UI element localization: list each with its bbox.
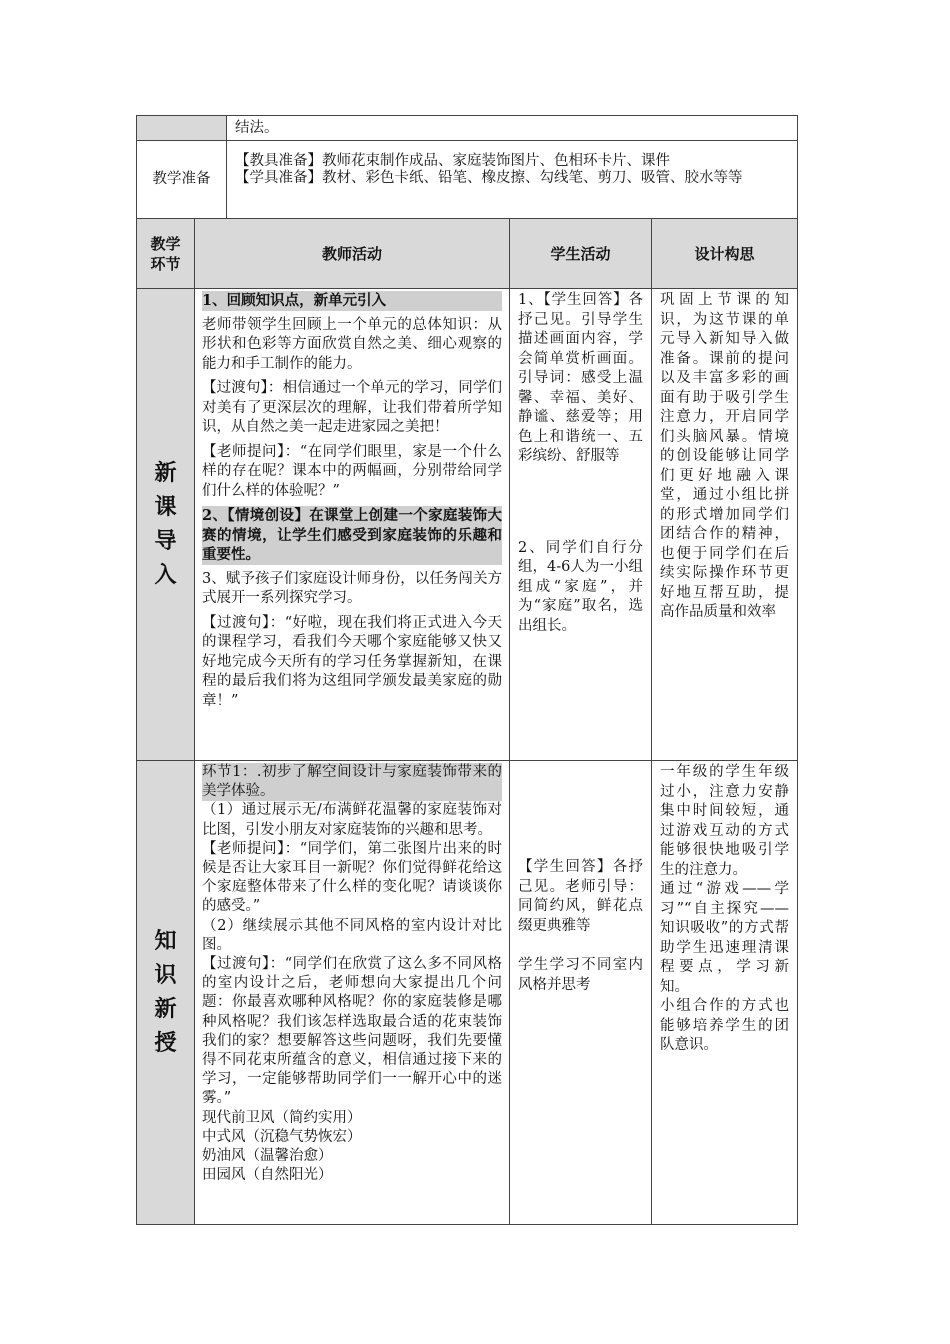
header-teacher: 教师活动 xyxy=(321,245,382,263)
section2-design-method: 通过“游戏——学习”“自主探究——知识吸收”的方式帮助学生迅速理清课程要点，学习新知。 xyxy=(660,881,789,995)
section2-teacher-transition: 【过渡句】：“同学们在欣赏了这么多不同风格的室内设计之后，老师想向大家提出几个问题：你最喜欢哪种风格呢？你的家庭装修是哪种风格呢？我们该怎样选取最合适的花束装饰我们的家？想要解答这些问题呀，我们先要懂得不同花束所蕴含的意义，相信通过接下来的学习，一定能够帮助同学们一一解开心中的迷雾。” xyxy=(202,956,502,1107)
section1-teacher-question: 【老师提问】：“在同学们眼里，家是一个什么样的存在呢？课本中的两幅画，分别带给同学们什么样的体验呢？” xyxy=(202,443,502,499)
prep-student-tools: 【学具准备】教材、彩色卡纸、铅笔、橡皮擦、勾线笔、剪刀、吸管、胶水等等 xyxy=(235,170,743,186)
top-row-label-cell xyxy=(136,115,227,141)
section1-teacher-role: 3、赋予孩子们家庭设计师身份，以任务闯关方式展开一系列探究学习。 xyxy=(202,570,502,606)
section1-teacher-review: 老师带领学生回顾上一个单元的总体知识：从形状和色彩等方面欣赏自然之美、细心观察的能力和手工制作的能力。 xyxy=(202,316,502,372)
header-student-cell xyxy=(509,218,652,289)
section1-student-group: 2、同学们自行分组，4-6人为一小组组成“家庭”，并为“家庭”取名，选出组长。 xyxy=(518,539,643,634)
section2-design-cell xyxy=(651,760,798,1225)
prep-label-cell xyxy=(136,140,227,219)
section2-teacher-question: 【老师提问】：“同学们，第二张图片出来的时候是否让大家耳目一新呢？你们觉得鲜花给这个家庭整体带来了什么样的变化呢？请谈谈你的感受。” xyxy=(202,840,502,915)
section1-teacher-scenario: 2、【情境创设】在课堂上创建一个家庭装饰大赛的情境，让学生们感受到家庭装饰的乐趣和重要性。 xyxy=(202,507,502,563)
section1-teacher-transition2: 【过渡句】：“好啦，现在我们将正式进入今天的课程学习，看我们今天哪个家庭能够又快又好地完成今天所有的学习任务掌握新知，在课程的最后我们将为这组同学颁发最美家庭的勋章！” xyxy=(202,614,502,709)
section2-student-cell xyxy=(509,760,652,1225)
section2-stage: 知识新授 xyxy=(154,928,177,1056)
header-design: 设计构思 xyxy=(694,245,755,263)
section2-teacher-styles-intro: （2）继续展示其他不同风格的室内设计对比图。 xyxy=(202,917,502,953)
section1-stage: 新课导入 xyxy=(154,460,177,588)
header-stage: 教学环节 xyxy=(150,234,181,273)
header-teacher-cell xyxy=(194,218,510,289)
section1-teacher-cell xyxy=(194,288,510,761)
section2-stage-cell xyxy=(136,760,195,1225)
section1-stage-cell xyxy=(136,288,195,761)
section1-student-answer: 1、【学生回答】各抒己见。引导学生描述画面内容，学会简单赏析画面。引导词：感受上温馨、幸福、美好、静谧、慈爱等；用色上和谐统一、五彩缤纷、舒服等 xyxy=(518,292,643,464)
header-stage-cell xyxy=(136,218,195,289)
section1-student-cell xyxy=(509,288,652,761)
section2-teacher-compare: （1）通过展示无/布满鲜花温馨的家庭装饰对比图，引发小朋友对家庭装饰的兴趣和思考。 xyxy=(202,802,502,838)
prep-teacher-tools: 【教具准备】教师花束制作成品、家庭装饰图片、色相环卡片、课件 xyxy=(235,153,670,169)
style-item: 现代前卫风（简约实用） xyxy=(202,1109,362,1126)
prep-content-cell xyxy=(226,140,798,219)
top-row-content-cell xyxy=(226,115,798,141)
section2-student-answer: 【学生回答】各抒己见。老师引导：同简约风，鲜花点缀更典雅等 xyxy=(518,859,643,934)
section2-teacher-step1: 环节1：.初步了解空间设计与家庭装饰带来的美学体验。 xyxy=(202,763,502,801)
section2-teacher-cell xyxy=(194,760,510,1225)
section2-design-teamwork: 小组合作的方式也能够培养学生的团队意识。 xyxy=(660,998,789,1053)
section1-teacher-title: 1、回顾知识点，新单元引入 xyxy=(202,291,502,311)
style-item: 奶油风（温馨治愈） xyxy=(202,1148,333,1165)
section2-design-attention: 一年级的学生年级过小，注意力安静集中时间较短，通过游戏互动的方式能够很快地吸引学生的注意力。 xyxy=(660,764,789,878)
section1-teacher-transition: 【过渡句】：相信通过一个单元的学习，同学们对美有了更深层次的理解，让我们带着所学知识，从自然之美一起走进家园之美把！ xyxy=(202,380,502,435)
section2-student-study: 学生学习不同室内风格并思考 xyxy=(518,957,643,993)
style-item: 田园风（自然阳光） xyxy=(202,1167,333,1184)
top-row-text: 结法。 xyxy=(235,120,279,136)
header-student: 学生活动 xyxy=(550,245,611,263)
prep-label: 教学准备 xyxy=(152,170,211,187)
style-item: 中式风（沉稳气势恢宏） xyxy=(202,1128,362,1145)
section1-design-cell xyxy=(651,288,798,761)
section1-design-text: 巩固上节课的知识，为这节课的单元导入新知导入做准备。课前的提问以及丰富多彩的画面有助于吸引学生注意力，开启同学们头脑风暴。情境的创设能够让同学们更好地融入课堂，通过小组比拼的形式增加同学们团结合作的精神，也便于同学们在后续实际操作环节更好地互帮互助，提高作品质量和效率 xyxy=(660,292,789,620)
header-design-cell xyxy=(651,218,798,289)
